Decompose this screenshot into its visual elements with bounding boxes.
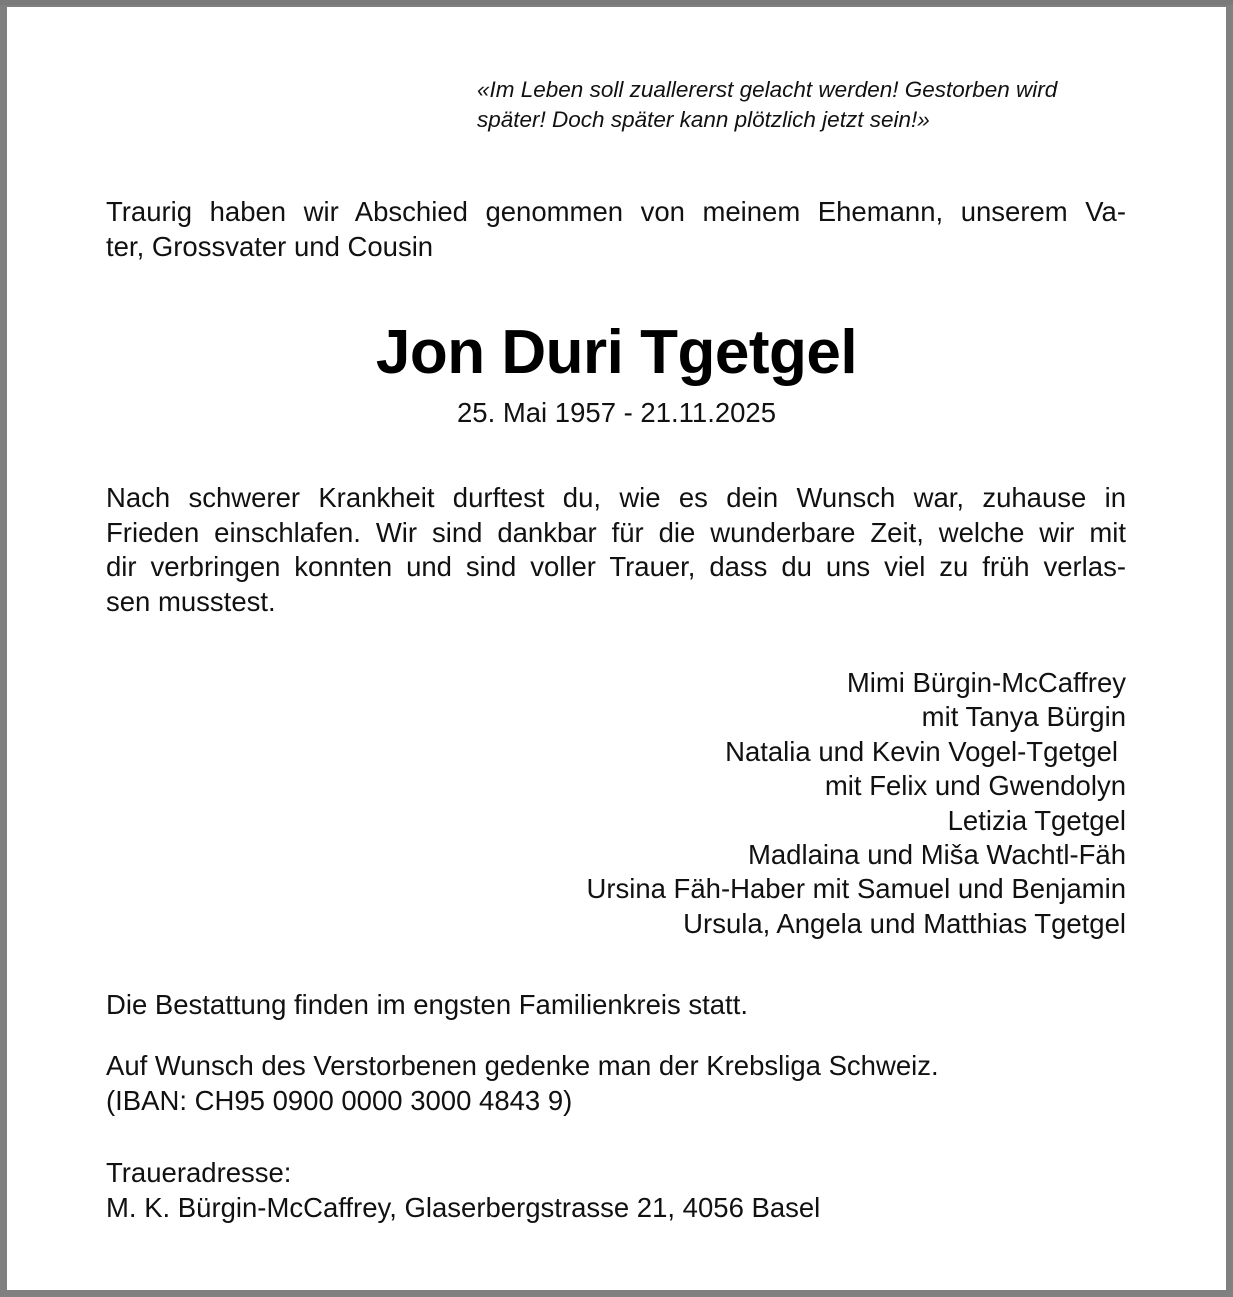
intro-line: ter, Grossvater und Cousin xyxy=(106,230,434,262)
donation-note xyxy=(106,1049,939,1118)
address-label: Traueradresse: xyxy=(106,1157,292,1188)
mourners-list xyxy=(586,666,1126,941)
funeral-note: Die Bestattung finden im engsten Familienkreis statt. xyxy=(106,989,748,1020)
epigraph-quote xyxy=(477,75,1057,135)
message-paragraph xyxy=(106,481,1126,619)
donation-line: Auf Wunsch des Verstorbenen gedenke man der Krebsliga Schweiz. xyxy=(106,1050,939,1081)
intro-line: Traurig haben wir Abschied genommen von meinem Ehemann, unserem Va- xyxy=(106,196,1126,227)
mourner-line: mit Felix und Gwendolyn xyxy=(824,770,1126,802)
mourner-line: Ursina Fäh-Haber mit Samuel und Benjamin xyxy=(586,873,1126,905)
message-line: Frieden einschlafen. Wir sind dankbar für die wunderbare Zeit, welche wir mit xyxy=(106,516,1126,548)
message-line: sen musstest. xyxy=(106,585,276,617)
mourner-line: Natalia und Kevin Vogel-Tgetgel xyxy=(725,735,1118,767)
intro-paragraph xyxy=(106,195,1126,264)
deceased-name: Jon Duri Tgetgel xyxy=(375,318,858,387)
frame-top-border xyxy=(0,0,1233,5)
mourner-line: Madlaina und Miša Wachtl-Fäh xyxy=(747,839,1126,871)
mourner-line: mit Tanya Bürgin xyxy=(921,701,1126,733)
message-line: dir verbringen konnten und sind voller Trauer, dass du uns viel zu früh verlas- xyxy=(106,551,1126,583)
quote-line: «Im Leben soll zuallererst gelacht werden! Gestorben wird xyxy=(477,77,1058,102)
address-value: M. K. Bürgin-McCaffrey, Glaserbergstrasse 21, 4056 Basel xyxy=(106,1191,821,1223)
mourner-line: Ursula, Angela und Matthias Tgetgel xyxy=(683,907,1126,939)
message-line: Nach schwerer Krankheit durftest du, wie es dein Wunsch war, zuhause in xyxy=(106,482,1126,513)
mourner-line: Letizia Tgetgel xyxy=(947,804,1126,836)
mourning-address xyxy=(106,1156,820,1225)
mourner-line: Mimi Bürgin-McCaffrey xyxy=(846,667,1126,698)
quote-line: später! Doch später kann plötzlich jetzt sein!» xyxy=(477,107,930,132)
life-dates: 25. Mai 1957 - 21.11.2025 xyxy=(456,397,777,428)
donation-iban: (IBAN: CH95 0900 0000 3000 4843 9) xyxy=(106,1084,573,1116)
